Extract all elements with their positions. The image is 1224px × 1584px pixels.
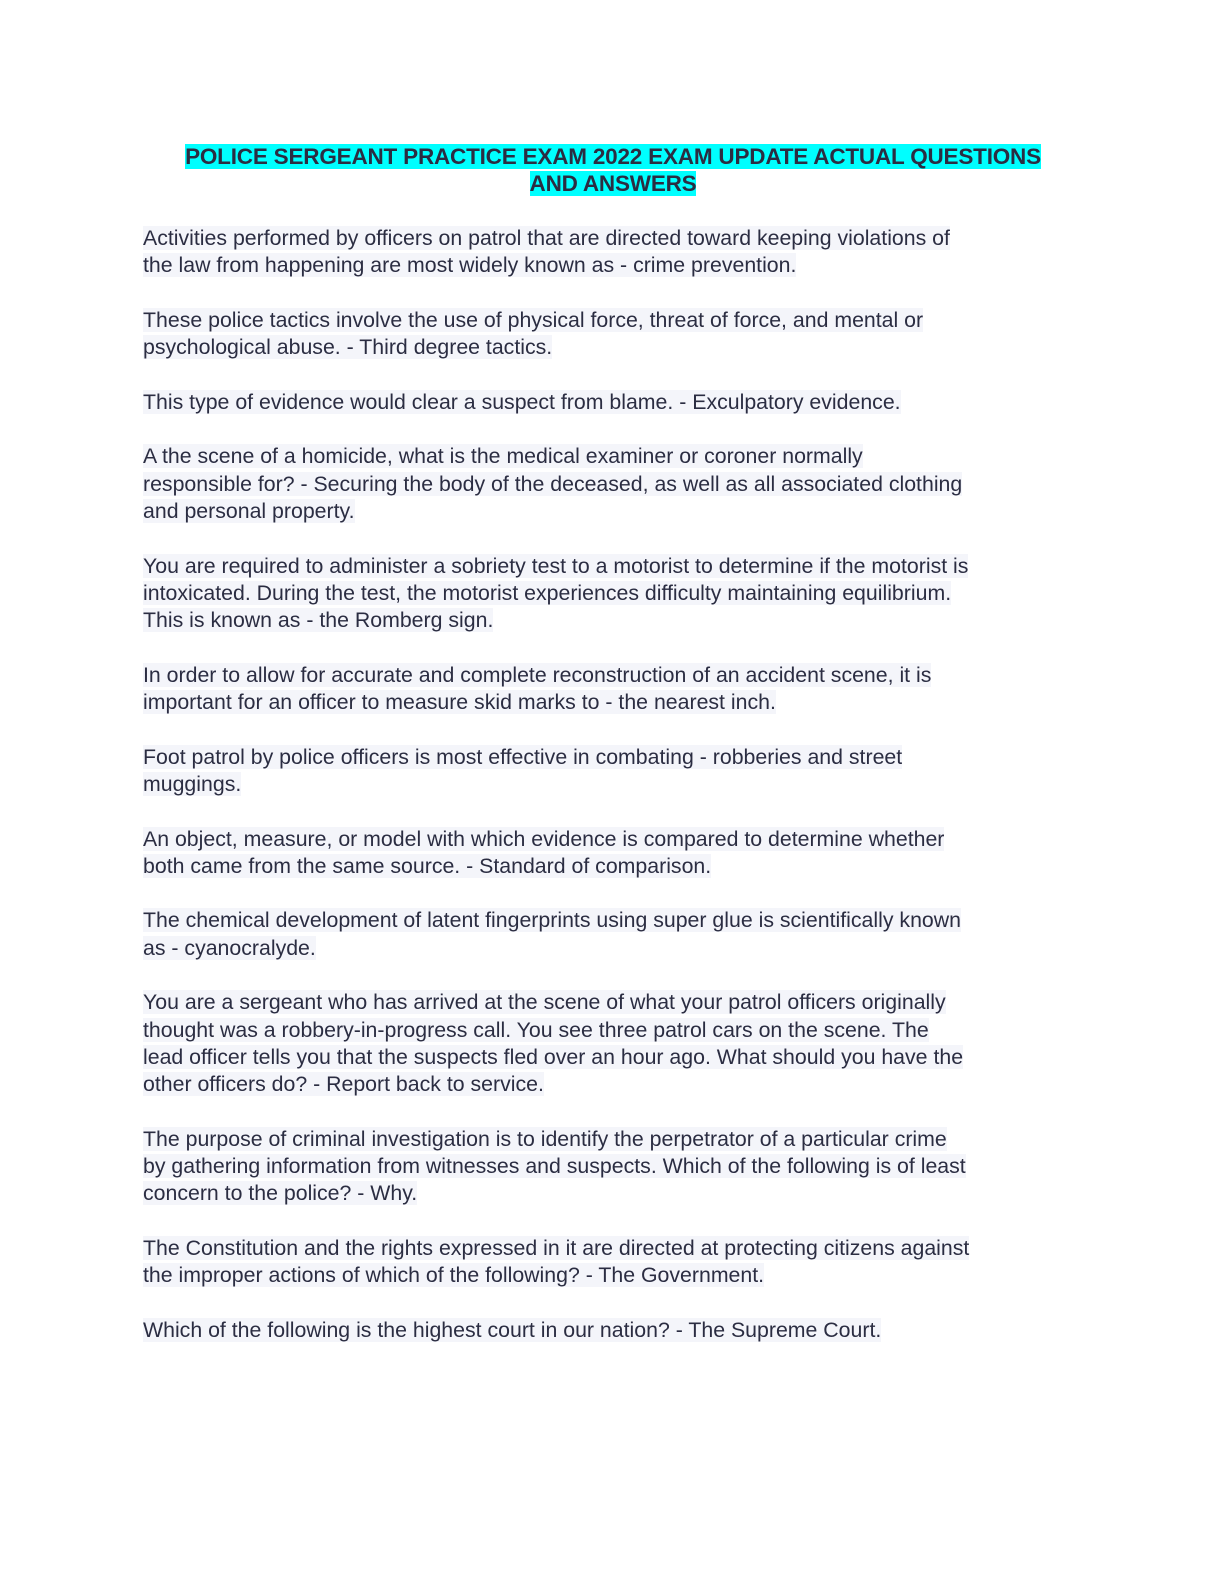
qa-paragraph bbox=[143, 1126, 1083, 1208]
text-line: both came from the same source. - Standard of comparison. bbox=[143, 853, 712, 878]
text-line: as - cyanocralyde. bbox=[143, 935, 316, 960]
qa-paragraph bbox=[143, 989, 1083, 1098]
qa-paragraph bbox=[143, 1235, 1083, 1290]
text-line: lead officer tells you that the suspects fled over an hour ago. What should you have the bbox=[143, 1044, 964, 1069]
qa-paragraph bbox=[143, 553, 1083, 635]
document-title bbox=[143, 143, 1083, 197]
qa-paragraph bbox=[143, 826, 1083, 881]
text-line: thought was a robbery-in-progress call. You see three patrol cars on the scene. The bbox=[143, 1017, 929, 1042]
qa-paragraph bbox=[143, 1317, 1083, 1344]
qa-paragraph bbox=[143, 907, 1083, 962]
text-line: This is known as - the Romberg sign. bbox=[143, 608, 494, 633]
text-line: important for an officer to measure skid marks to - the nearest inch. bbox=[143, 690, 776, 715]
text-line: other officers do? - Report back to service. bbox=[143, 1072, 544, 1097]
text-line: responsible for? - Securing the body of the deceased, as well as all associated clothing bbox=[143, 471, 963, 496]
title-line: AND ANSWERS bbox=[529, 171, 697, 196]
text-line: concern to the police? - Why. bbox=[143, 1181, 418, 1206]
qa-paragraph bbox=[143, 744, 1083, 799]
text-line: The chemical development of latent fingerprints using super glue is scientifically known bbox=[143, 908, 961, 933]
qa-paragraph bbox=[143, 662, 1083, 717]
text-line: Which of the following is the highest court in our nation? - The Supreme Court. bbox=[143, 1317, 882, 1342]
text-line: The Constitution and the rights expressed in it are directed at protecting citizens against bbox=[143, 1235, 970, 1260]
text-line: psychological abuse. - Third degree tactics. bbox=[143, 335, 553, 360]
text-line: Foot patrol by police officers is most effective in combating - robberies and street bbox=[143, 744, 903, 769]
text-line: The purpose of criminal investigation is to identify the perpetrator of a particular crime bbox=[143, 1126, 947, 1151]
qa-paragraph bbox=[143, 389, 1083, 416]
title-line: POLICE SERGEANT PRACTICE EXAM 2022 EXAM UPDATE ACTUAL QUESTIONS bbox=[185, 144, 1041, 169]
text-line: These police tactics involve the use of physical force, threat of force, and mental or bbox=[143, 307, 924, 332]
text-line: Activities performed by officers on patrol that are directed toward keeping violations of bbox=[143, 226, 950, 250]
text-line: An object, measure, or model with which evidence is compared to determine whether bbox=[143, 826, 945, 851]
text-line: You are required to administer a sobriety test to a motorist to determine if the motorist is bbox=[143, 553, 969, 578]
text-line: and personal property. bbox=[143, 498, 355, 523]
qa-paragraph bbox=[143, 307, 1083, 362]
document-page bbox=[143, 143, 1083, 1371]
qa-paragraph bbox=[143, 443, 1083, 525]
text-line: intoxicated. During the test, the motorist experiences difficulty maintaining equilibrium. bbox=[143, 580, 952, 605]
qa-paragraph bbox=[143, 225, 1083, 280]
text-line: This type of evidence would clear a suspect from blame. - Exculpatory evidence. bbox=[143, 389, 901, 414]
text-line: In order to allow for accurate and complete reconstruction of an accident scene, it is bbox=[143, 662, 932, 687]
text-line: You are a sergeant who has arrived at the scene of what your patrol officers originally bbox=[143, 990, 946, 1015]
text-line: by gathering information from witnesses and suspects. Which of the following is of least bbox=[143, 1154, 966, 1179]
text-line: muggings. bbox=[143, 771, 242, 796]
text-line: the improper actions of which of the following? - The Government. bbox=[143, 1263, 765, 1288]
text-line: A the scene of a homicide, what is the medical examiner or coroner normally bbox=[143, 444, 863, 469]
text-line: the law from happening are most widely known as - crime prevention. bbox=[143, 253, 797, 278]
